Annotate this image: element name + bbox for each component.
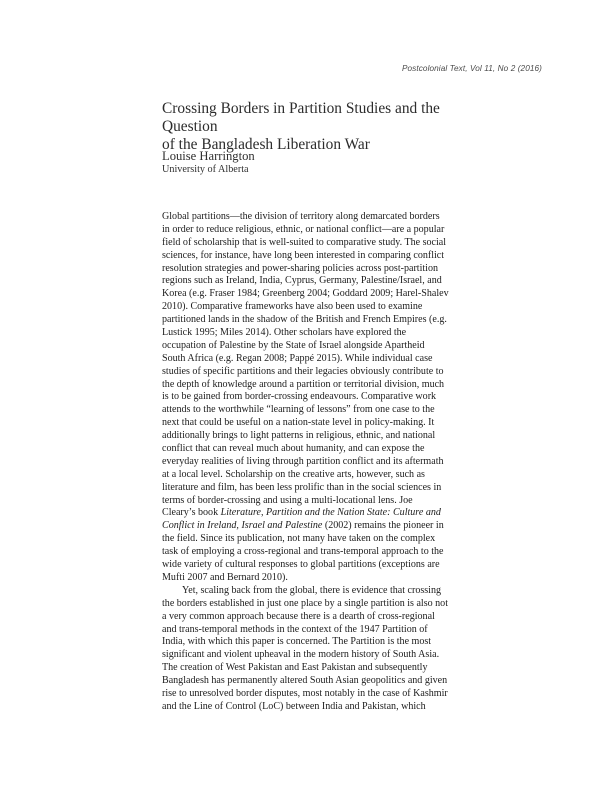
body-line-text: the borders established in just one place by a single partition is also not [162,597,448,609]
running-head [402,64,542,73]
body-line [162,495,542,508]
body-line-text: wide variety of cultural responses to global partitions (exceptions are [162,559,440,571]
body-line-text: The creation of West Pakistan and East Pakistan and subsequently [162,662,428,674]
body-line-text: Korea (e.g. Fraser 1984; Greenberg 2004; Goddard 2009; Harel-Shalev [162,288,449,300]
body-line [162,701,542,714]
body-line [162,507,542,520]
body-line-text: rise to unresolved border disputes, most notably in the case of Kashmir [162,687,448,699]
body-line-text: Lustick 1995; Miles 2014). Other scholars have explored the [162,327,407,339]
body-line-text: conflict that can reveal much about humanity, and can expose the [162,443,425,455]
body-line [162,482,542,495]
body-line-text: and the Line of Control (LoC) between India and Pakistan, which [162,700,426,712]
book-title-text: Literature, Partition and the Nation State: Culture and [220,507,441,519]
body-line-text: task of employing a cross-regional and trans-temporal approach to the [162,546,444,558]
body-line [162,533,542,546]
body-line-text: the depth of knowledge around a partition or territorial division, much [162,378,445,390]
body-line-text: a very common approach because there is a dearth of cross-regional [162,610,435,622]
body-line-text: field of scholarship that is well-suited to comparative study. The social [162,236,447,248]
body-line-text: regions such as Ireland, India, Cyprus, Germany, Palestine/Israel, and [162,275,442,287]
article-title [162,100,462,154]
body-line [162,662,542,675]
body-line [162,611,542,624]
body-line [162,275,542,288]
body-line-text: attends to the worthwhile “learning of lessons” from one case to the [162,404,435,416]
body-line [162,250,542,263]
body-line [162,314,542,327]
body-line [162,224,542,237]
body-line [162,327,542,340]
body-line-text: the field. Since its publication, not many have taken on the complex [162,533,436,545]
body-line [162,675,542,688]
body-line [162,263,542,276]
body-line-text: literature and film, has been less prolific than in the social sciences in [162,481,442,493]
body-line [162,301,542,314]
body-line-text: occupation of Palestine by the State of Israel alongside Apartheid [162,339,425,351]
body-line [162,520,542,533]
body-line [162,624,542,637]
body-line-text: studies of specific partitions and their legacies obviously contribute to [162,365,444,377]
body-line [162,430,542,443]
body-line-text: Bangladesh has permanently altered South Asian geopolitics and given [162,675,448,687]
body-line [162,340,542,353]
body-line-text: Yet, scaling back from the global, there is evidence that crossing [182,584,442,596]
body-line-text: terms of border-crossing and using a multi-locational lens. Joe [162,494,413,506]
body-line [162,353,542,366]
body-line [162,585,542,598]
body-line [162,649,542,662]
body-line [162,288,542,301]
body-line-text: (2002) remains the pioneer in [322,520,444,532]
book-title-text: Conflict in Ireland, Israel and Palestine [162,520,323,532]
body-line [162,237,542,250]
journal-volume: , Vol 11, No 2 (2016) [465,64,542,73]
body-line-text: at a local level. Scholarship on the creative arts, however, such as [162,468,425,480]
body-line [162,366,542,379]
body-line-text: Global partitions—the division of territory along demarcated borders [162,211,440,222]
body-line [162,391,542,404]
body-text [162,211,542,714]
body-line [162,456,542,469]
body-line-text: significant and violent upheaval in the modern history of South Asia. [162,649,440,661]
body-line [162,469,542,482]
body-line-text: South Africa (e.g. Regan 2008; Pappé 2015). While individual case [162,352,433,364]
body-line [162,688,542,701]
body-line [162,559,542,572]
body-line [162,572,542,585]
body-line-text: resolution strategies and power-sharing policies across post-partition [162,262,439,274]
body-line [162,443,542,456]
body-line-text: next that could be useful on a nation-state level in policy-making. It [162,417,435,429]
body-line [162,379,542,392]
title-line-2: of the Bangladesh Liberation War [162,136,370,153]
title-line-1: Crossing Borders in Partition Studies and the Question [162,100,440,135]
body-line [162,417,542,430]
body-line-text: Mufti 2007 and Bernard 2010). [162,571,288,583]
body-line [162,636,542,649]
body-line-text: and trans-temporal methods in the context of the 1947 Partition of [162,623,428,635]
author-affiliation: University of Alberta [162,164,249,175]
body-line [162,546,542,559]
body-line-text: India, with which this paper is concerned. The Partition is the most [162,636,432,648]
body-line-text: sciences, for instance, have long been interested in comparing conflict [162,249,445,261]
body-line [162,211,542,224]
body-line [162,598,542,611]
body-line-text: 2010). Comparative frameworks have also been used to examine [162,301,423,313]
body-line-text: in order to reduce religious, ethnic, or national conflict—are a popular [162,223,445,235]
body-line-text: partitioned lands in the shadow of the British and French Empires (e.g. [162,314,447,326]
body-line [162,404,542,417]
body-line-text: is to be gained from border-crossing endeavours. Comparative work [162,391,437,403]
body-line-text: additionally brings to light patterns in religious, ethnic, and national [162,430,436,442]
journal-name: Postcolonial Text [401,64,466,73]
author-name: Louise Harrington [162,149,255,163]
body-line-text: everyday realities of living through partition conflict and its aftermath [162,455,444,467]
body-line-text: Cleary’s book [162,507,221,519]
